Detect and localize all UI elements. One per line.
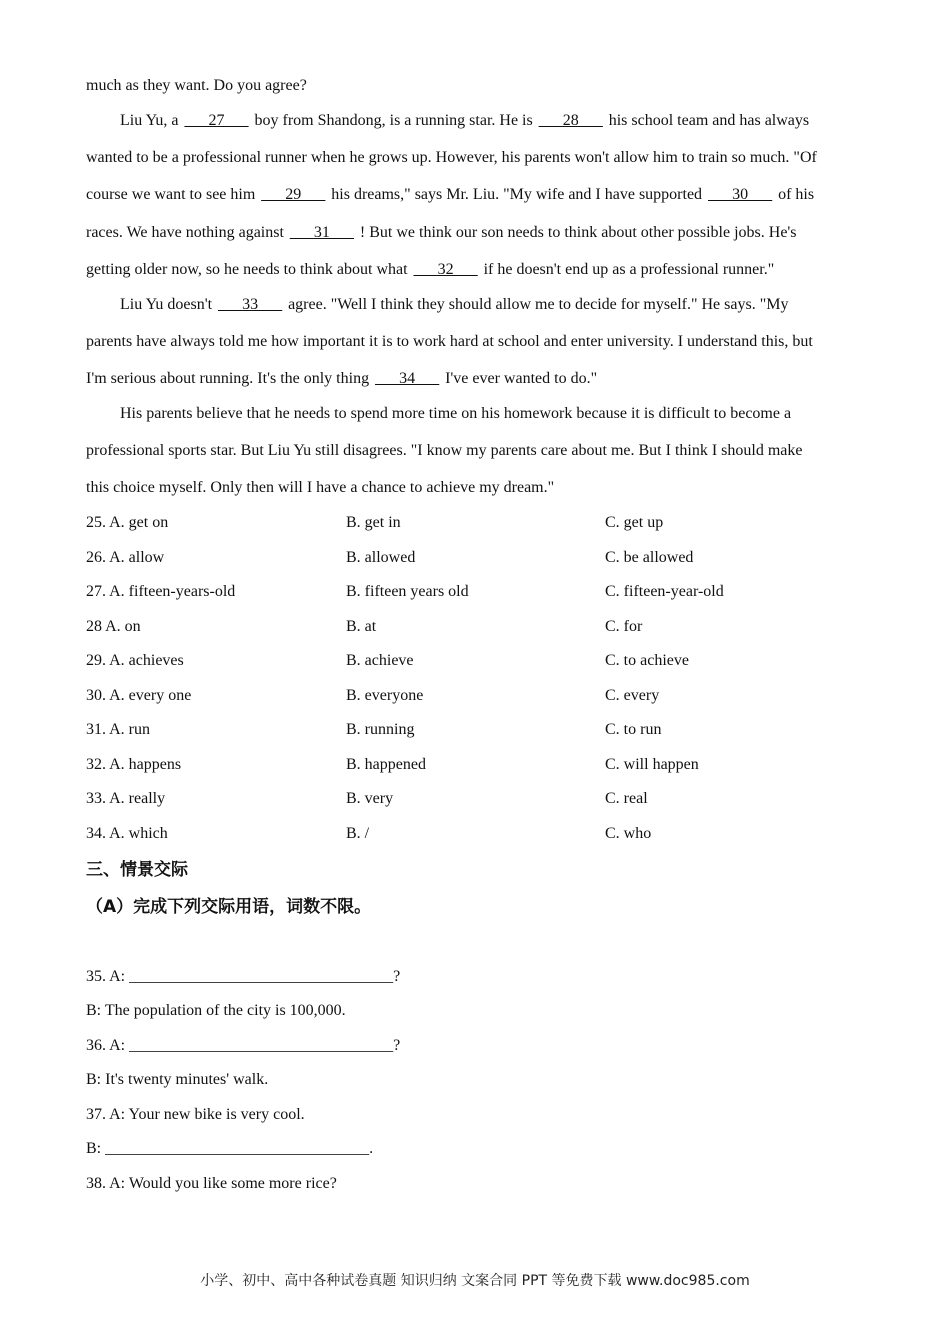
blank-30: ___30___ [708,186,773,203]
option-c: C. be allowed [605,549,694,566]
passage-text: parents have always told me how important it is to work hard at school and enter university. I understand this, but [86,333,813,350]
option-a: 25. A. get on [86,514,169,531]
blank-32: ___32___ [413,261,478,278]
dialogue-line: 36. A: _________________________________? [86,1037,401,1054]
passage-text: this choice myself. Only then will I have a chance to achieve my dream." [86,479,555,496]
option-a: 33. A. really [86,790,166,807]
option-b: B. happened [346,756,426,773]
passage-text: boy from Shandong, is a running star. He is [250,112,537,129]
dialogue-line: B: _________________________________. [86,1140,374,1157]
passage-text: wanted to be a professional runner when he grows up. However, his parents won't allow him to train so much. "Of [86,149,817,166]
passage-text: professional sports star. But Liu Yu still disagrees. "I know my parents care about me. But I think I should make [86,442,803,459]
passage-text: I'm serious about running. It's the only thing [86,370,374,387]
option-b: B. get in [346,514,401,531]
option-c: C. who [605,825,652,842]
blank-33: ___33___ [218,296,283,313]
option-c: C. to run [605,721,662,738]
passage-text: his dreams," says Mr. Liu. "My wife and I have supported [327,186,707,203]
passage-text: agree. "Well I think they should allow me to decide for myself." He says. "My [284,296,789,313]
section-subtitle: （A）完成下列交际用语，词数不限。 [86,897,372,917]
passage-text: Liu Yu, a [120,112,183,129]
blank-34: ___34___ [375,370,440,387]
passage-text: much as they want. Do you agree? [86,77,307,94]
passage-line [86,478,554,498]
option-c: C. every [605,687,660,704]
option-a: 29. A. achieves [86,652,184,669]
option-b: B. / [346,825,370,842]
option-c: C. get up [605,514,664,531]
blank-27: ___27___ [184,112,249,129]
option-b: B. fifteen years old [346,583,469,600]
passage-line [120,111,809,131]
section-title: 三、情景交际 [86,860,188,880]
passage-line [86,76,307,96]
passage-line [120,404,791,424]
option-a: 26. A. allow [86,549,165,566]
passage-text: His parents believe that he needs to spend more time on his homework because it is difficult to become a [120,405,792,422]
page-footer: 小学、初中、高中各种试卷真题 知识归纳 文案合同 PPT 等免费下载 www.doc985.com [200,1273,750,1289]
passage-text: course we want to see him [86,186,260,203]
passage-text: ! But we think our son needs to think about other possible jobs. He's [355,224,797,241]
dialogue-line: 38. A: Would you like some more rice? [86,1175,337,1192]
dialogue-line: B: It's twenty minutes' walk. [86,1071,269,1088]
blank-28: ___28___ [538,112,603,129]
blank-29: ___29___ [261,186,326,203]
option-c: C. real [605,790,648,807]
passage-line [86,369,597,389]
option-b: B. everyone [346,687,424,704]
option-b: B. very [346,790,394,807]
option-b: B. at [346,618,377,635]
passage-text: getting older now, so he needs to think about what [86,261,412,278]
option-a: 27. A. fifteen-years-old [86,583,236,600]
dialogue-line: 35. A: _________________________________? [86,968,401,985]
option-b: B. running [346,721,415,738]
option-a: 30. A. every one [86,687,192,704]
option-a: 31. A. run [86,721,150,738]
option-c: C. will happen [605,756,699,773]
passage-line [86,223,797,243]
option-a: 32. A. happens [86,756,182,773]
passage-text: of his [774,186,815,203]
passage-line [120,295,788,315]
passage-text: races. We have nothing against [86,224,288,241]
blank-31: ___31___ [289,224,354,241]
passage-line [86,441,802,461]
dialogue-line: B: The population of the city is 100,000. [86,1002,346,1019]
passage-line [86,332,813,352]
passage-text: Liu Yu doesn't [120,296,217,313]
passage-line [86,185,814,205]
option-c: C. to achieve [605,652,689,669]
passage-text: if he doesn't end up as a professional runner." [479,261,775,278]
option-c: C. fifteen-year-old [605,583,724,600]
passage-line [86,260,774,280]
passage-text: I've ever wanted to do." [441,370,598,387]
passage-line [86,148,817,168]
option-c: C. for [605,618,643,635]
option-b: B. achieve [346,652,414,669]
passage-text: his school team and has always [604,112,810,129]
dialogue-line: 37. A: Your new bike is very cool. [86,1106,305,1123]
option-a: 34. A. which [86,825,168,842]
option-b: B. allowed [346,549,416,566]
option-a: 28 A. on [86,618,141,635]
